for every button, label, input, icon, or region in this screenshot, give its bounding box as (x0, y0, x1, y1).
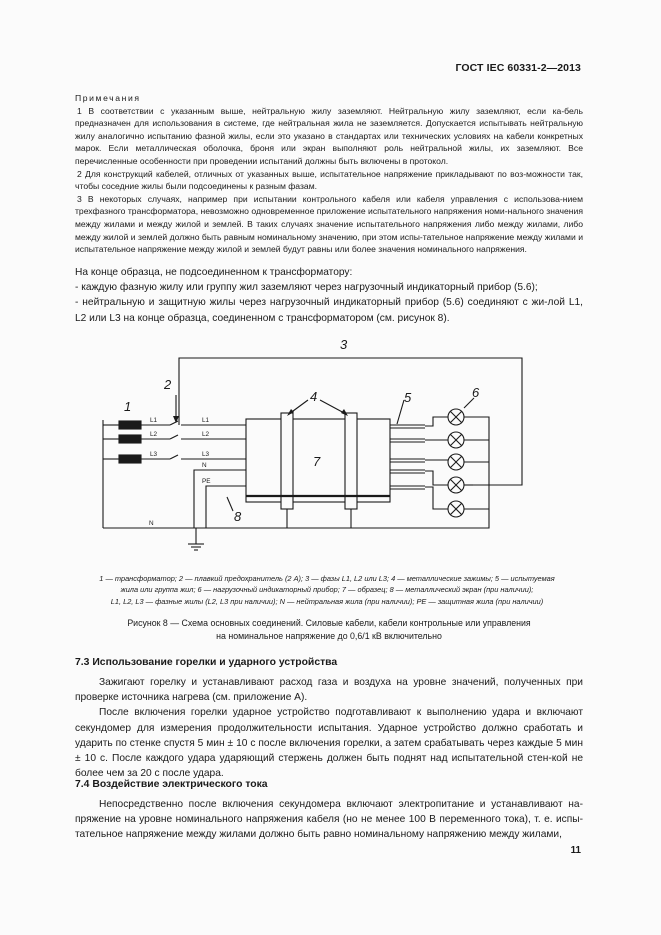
transformer-coil-l3 (119, 455, 141, 463)
neutral-bottom-wire (103, 509, 489, 528)
figure-legend-line-1: 1 — трансформатор; 2 — плавкий предохранитель (2 А); 3 — фазы L1, L2 или L3; 4 — металлические зажимы; 5 — испытуемая (99, 574, 555, 583)
figure-title (75, 617, 583, 642)
callout-5: 5 (404, 390, 412, 405)
label-mid-l2: L2 (202, 431, 210, 438)
callout-8: 8 (234, 509, 242, 524)
section-7-4-body (75, 797, 583, 843)
body-paragraph-1: На конце образца, не подсоединенном к трансформатору: (75, 267, 353, 278)
label-left-l1: L1 (150, 417, 158, 424)
note-1: 1 В соответствии с указанным выше, нейтральную жилу заземляют. Нейтральную жилу заземляют, если ка-бель предназначен для использования в системе, где нейтральная жила не заземляется. Допускается испытывать нейтральную жилу аналогично испытанию фазной жилы, если это указано в стандартах или технических условиях на кабели конкретных марок. Если металлическая оболочка, броня или экран выполняют роль нейтральной жилы, их заземляют. Все перечисленные особенности при проведении испытаний должны быть включены в протокол. (75, 105, 583, 166)
figure-legend (47, 573, 607, 607)
callout-1: 1 (124, 399, 132, 414)
metal-clamp-left (281, 413, 293, 509)
figure-legend-line-2: жила или группа жил; 6 — нагрузочный индикаторный прибор; 7 — образец; 8 — металлический экран (при наличии); (120, 585, 534, 595)
figure-title-line-2: на номинальное напряжение до 0,6/1 кВ включительно (216, 630, 442, 641)
label-left-l3: L3 (150, 451, 158, 458)
figure-legend-line-3: L1, L2, L3 — фазные жилы (L2, L3 при наличии); N — нейтральная жила (при наличии); PE — защитная жила (при наличии) (110, 596, 544, 606)
notes-title: Примечания (75, 93, 141, 103)
callout-4: 4 (310, 389, 318, 404)
label-mid-pe: PE (202, 478, 211, 485)
label-mid-n: N (202, 462, 207, 469)
label-bottom-n: N (149, 520, 154, 527)
label-mid-l1: L1 (202, 417, 210, 424)
note-2: 2 Для конструкций кабелей, отличных от указанных выше, испытательное напряжение прикладывают по воз-можности так, чтобы соседние жилы были подсоединены к разным фазам. (75, 168, 583, 192)
transformer-coil-l2 (119, 435, 141, 443)
note-3: 3 В некоторых случаях, например при испытании контрольного кабеля или кабеля управления с использова-нием трехфазного трансформатора, невозможно одновременное приложение испытательного напряжения номи-нального значения между жилами и между жилой и землей. В таких случаях значение испытательного напряжения либо между жилами, либо между жилой и землей должно быть равным номинальному значению, при этом испы-тательное напряжение между жилами и испытательное напряжение между жилой и землей будут равны или более значения номинального напряжения. (75, 193, 583, 255)
figure-title-line-1: Рисунок 8 — Схема основных соединений. Силовые кабели, кабели контрольные или управления (127, 618, 531, 628)
callout-6: 6 (472, 385, 480, 400)
section-7-3-paragraph-2: После включения горелки ударное устройство подготавливают к выполнению удара и включают секундомер для измерения продолжительности испытания. Ударное устройство должно сработать и ударить по стенке спустя 5 мин ± 10 с после включения горелки, а затем срабатывать через каждые 5 мин ± 10 с. После каждого удара ударяющий стержень должен быть поднят над испытательной стен-кой не более чем за 20 с после удара. (75, 707, 583, 780)
body-paragraph-2: - каждую фазную жилу или группу жил заземляют через нагрузочный индикаторный прибор (5.6); (75, 282, 538, 294)
section-7-3-heading: 7.3 Использование горелки и ударного устройства (75, 657, 338, 668)
metal-clamp-right (345, 413, 357, 509)
section-7-4-paragraph-1: Непосредственно после включения секундомера включают электропитание и устанавливают на-пряжение на уровне номинального напряжения кабеля (но не менее 100 В переменного тока), т. е. испы-тательное напряжение между жилами должно быть равно номинальному напряжению между жилами, (75, 799, 583, 841)
body-paragraph-3: - нейтральную и защитную жилы через нагрузочный индикаторный прибор (5.6) соединяют с жи-лой L1, L2 или L3 на конце образца, соединенном с трансформатором (см. рисунок 8). (75, 297, 583, 324)
section-7-3-body (75, 675, 583, 781)
section-7-3-paragraph-1: Зажигают горелку и устанавливают расход газа и воздуха на уровне значений, полученных при проверке источника нагрева (см. приложение А). (75, 677, 583, 704)
standard-header: ГОСТ IEC 60331-2—2013 (455, 62, 581, 74)
transformer-coil-l1 (119, 421, 141, 429)
callout-2: 2 (164, 377, 172, 392)
section-7-4-heading: 7.4 Воздействие электрического тока (75, 779, 268, 790)
label-left-l2: L2 (150, 431, 158, 438)
label-mid-l3: L3 (202, 451, 210, 458)
page-number: 11 (570, 845, 581, 856)
callout-7: 7 (313, 454, 321, 469)
callout-3: 3 (340, 337, 348, 352)
